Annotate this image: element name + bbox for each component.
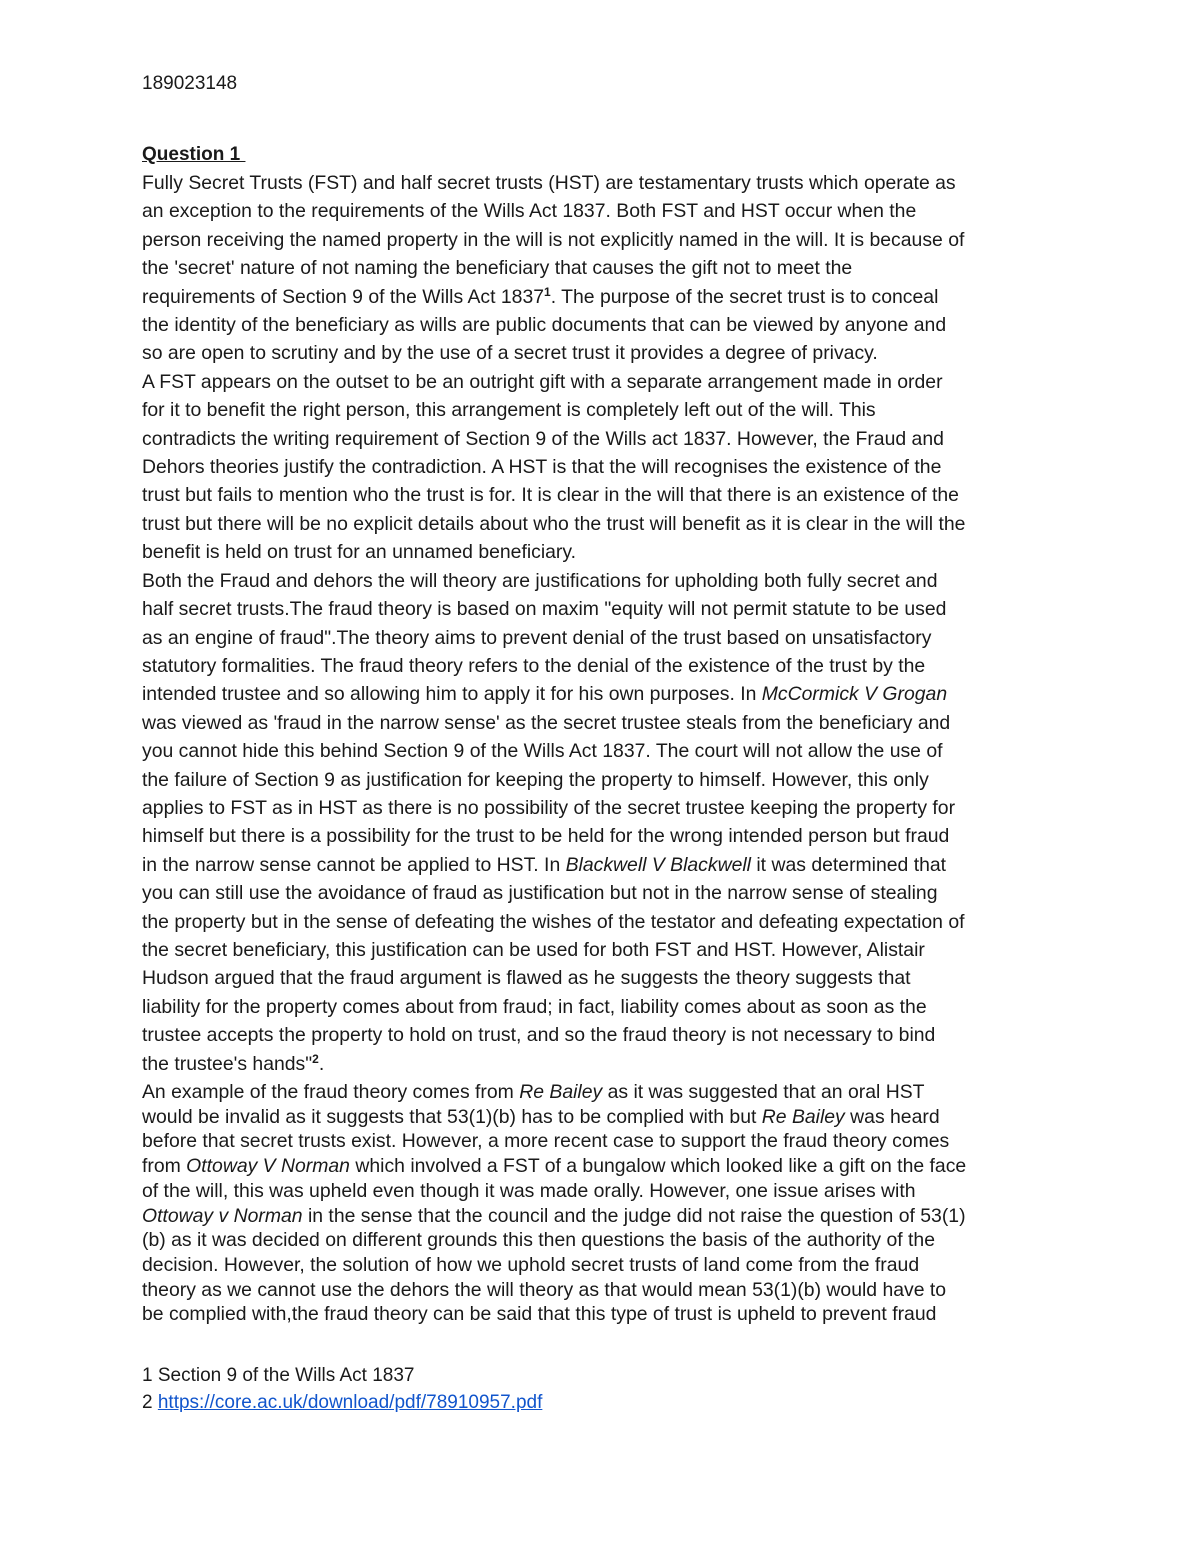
footnote-reference[interactable]: 1 [544,284,551,299]
text-line: decision. However, the solution of how we uphold secret trusts of land come from the fraud [142,1253,920,1276]
text-line: before that secret trusts exist. However, a more recent case to support the fraud theory comes [142,1130,950,1153]
text-line: be complied with,the fraud theory can be said that this type of trust is upheld to prevent fraud [142,1303,937,1326]
text-line: would be invalid as it suggests that 53(1)(b) has to be complied with but Re Bailey was heard [142,1105,940,1128]
text-line: Dehors theories justify the contradiction. A HST is that the will recognises the existence of the [142,456,942,479]
case-name: Ottoway V Norman [186,1155,350,1178]
text-line: was viewed as 'fraud in the narrow sense' as the secret trustee steals from the beneficiary and [142,711,951,734]
footnote-link[interactable]: https://core.ac.uk/download/pdf/78910957.pdf [157,1392,543,1413]
text-line: person receiving the named property in the will is not explicitly named in the will. It is because of [142,228,965,251]
text-line: theory as we cannot use the dehors the will theory as that would mean 53(1)(b) would have to [142,1278,947,1301]
question-heading: Question 1 [142,144,246,165]
text-line: intended trustee and so allowing him to apply it for his own purposes. In McCormick V Grogan [142,683,948,706]
text-line: the identity of the beneficiary as wills are public documents that can be viewed by anyone and [142,314,947,337]
text-line: Fully Secret Trusts (FST) and half secret trusts (HST) are testamentary trusts which operate as [142,172,956,194]
text-line: the property but in the sense of defeating the wishes of the testator and defeating expectation of [142,910,965,933]
case-name: Re Bailey [519,1081,603,1103]
text-line: in the narrow sense cannot be applied to HST. In Blackwell V Blackwell it was determined that [142,853,947,876]
text-line: benefit is held on trust for an unnamed beneficiary. [142,541,577,564]
text-line: an exception to the requirements of the Wills Act 1837. Both FST and HST occur when the [142,200,917,223]
text-line: trustee accepts the property to hold on trust, and so the fraud theory is not necessary to bind [142,1024,936,1047]
case-name: Ottoway v Norman [142,1204,303,1227]
text-line: trust but there will be no explicit details about who the trust will benefit as it is clear in the will the [142,512,966,535]
text-line: An example of the fraud theory comes from Re Bailey as it was suggested that an oral HST [142,1081,925,1103]
text-line: you cannot hide this behind Section 9 of the Wills Act 1837. The court will not allow the use of [142,740,943,763]
text-line: the trustee's hands"$^2$. [142,1051,325,1075]
student-id: 189023148 [142,73,238,94]
text-line: Ottoway v Norman in the sense that the council and the judge did not raise the question of 53(1) [142,1204,966,1227]
footnote-1 [142,1362,542,1389]
case-name: Re Bailey [761,1105,845,1128]
case-name: McCormick V Grogan [761,683,948,706]
text-line: for it to benefit the right person, this arrangement is completely left out of the will. This [142,399,876,422]
paragraph-block-b [142,1080,1072,1327]
footnote-reference[interactable]: 2 [312,1051,319,1066]
text-line: A FST appears on the outset to be an outright gift with a separate arrangement made in order [142,370,943,393]
text-line: of the will, this was upheld even though it was made orally. However, one issue arises with [142,1179,916,1202]
text-line: as an engine of fraud".The theory aims to prevent denial of the trust based on unsatisfactory [142,626,932,649]
text-line: so are open to scrutiny and by the use of a secret trust it provides a degree of privacy. [142,342,878,365]
footnotes [142,1362,542,1416]
text-line: himself but there is a possibility for the trust to be held for the wrong intended person but fraud [142,825,950,848]
text-line: from Ottoway V Norman which involved a FST of a bungalow which looked like a gift on the face [142,1155,967,1178]
text-line: the failure of Section 9 as justification for keeping the property to himself. However, this only [142,768,929,791]
text-line: half secret trusts.The fraud theory is based on maxim "equity will not permit statute to be used [142,598,947,621]
text-line: the secret beneficiary, this justification can be used for both FST and HST. However, Alistair [142,938,925,961]
text-line: Both the Fraud and dehors the will theory are justifications for upholding both fully secret and [142,569,938,592]
text-line: liability for the property comes about from fraud; in fact, liability comes about as soon as the [142,995,927,1018]
footnote-number: 2 [142,1392,153,1413]
text-line: Hudson argued that the fraud argument is flawed as he suggests the theory suggests that [142,967,911,990]
text-line: you can still use the avoidance of fraud as justification but not in the narrow sense of stealing [142,882,938,905]
text-line: requirements of Section 9 of the Wills Act 1837$^1$. The purpose of the secret trust is to conceal [142,284,939,308]
case-name: Blackwell V Blackwell [565,853,751,876]
text-line: contradicts the writing requirement of Section 9 of the Wills act 1837. However, the Fraud and [142,427,944,450]
text-line: statutory formalities. The fraud theory refers to the denial of the existence of the trust by the [142,654,926,677]
text-line: trust but fails to mention who the trust is for. It is clear in the will that there is an existence of the [142,484,959,507]
footnote-2 [142,1389,542,1416]
footnote-number: 1 [142,1365,153,1386]
text-line: (b) as it was decided on different grounds this then questions the basis of the authority of the [142,1229,935,1252]
footnote-text: Section 9 of the Wills Act 1837 [157,1365,415,1386]
text-line: the 'secret' nature of not naming the beneficiary that causes the gift not to meet the [142,257,853,280]
text-line: applies to FST as in HST as there is no possibility of the secret trustee keeping the property for [142,796,956,819]
paragraph-block-a [142,169,1072,1078]
